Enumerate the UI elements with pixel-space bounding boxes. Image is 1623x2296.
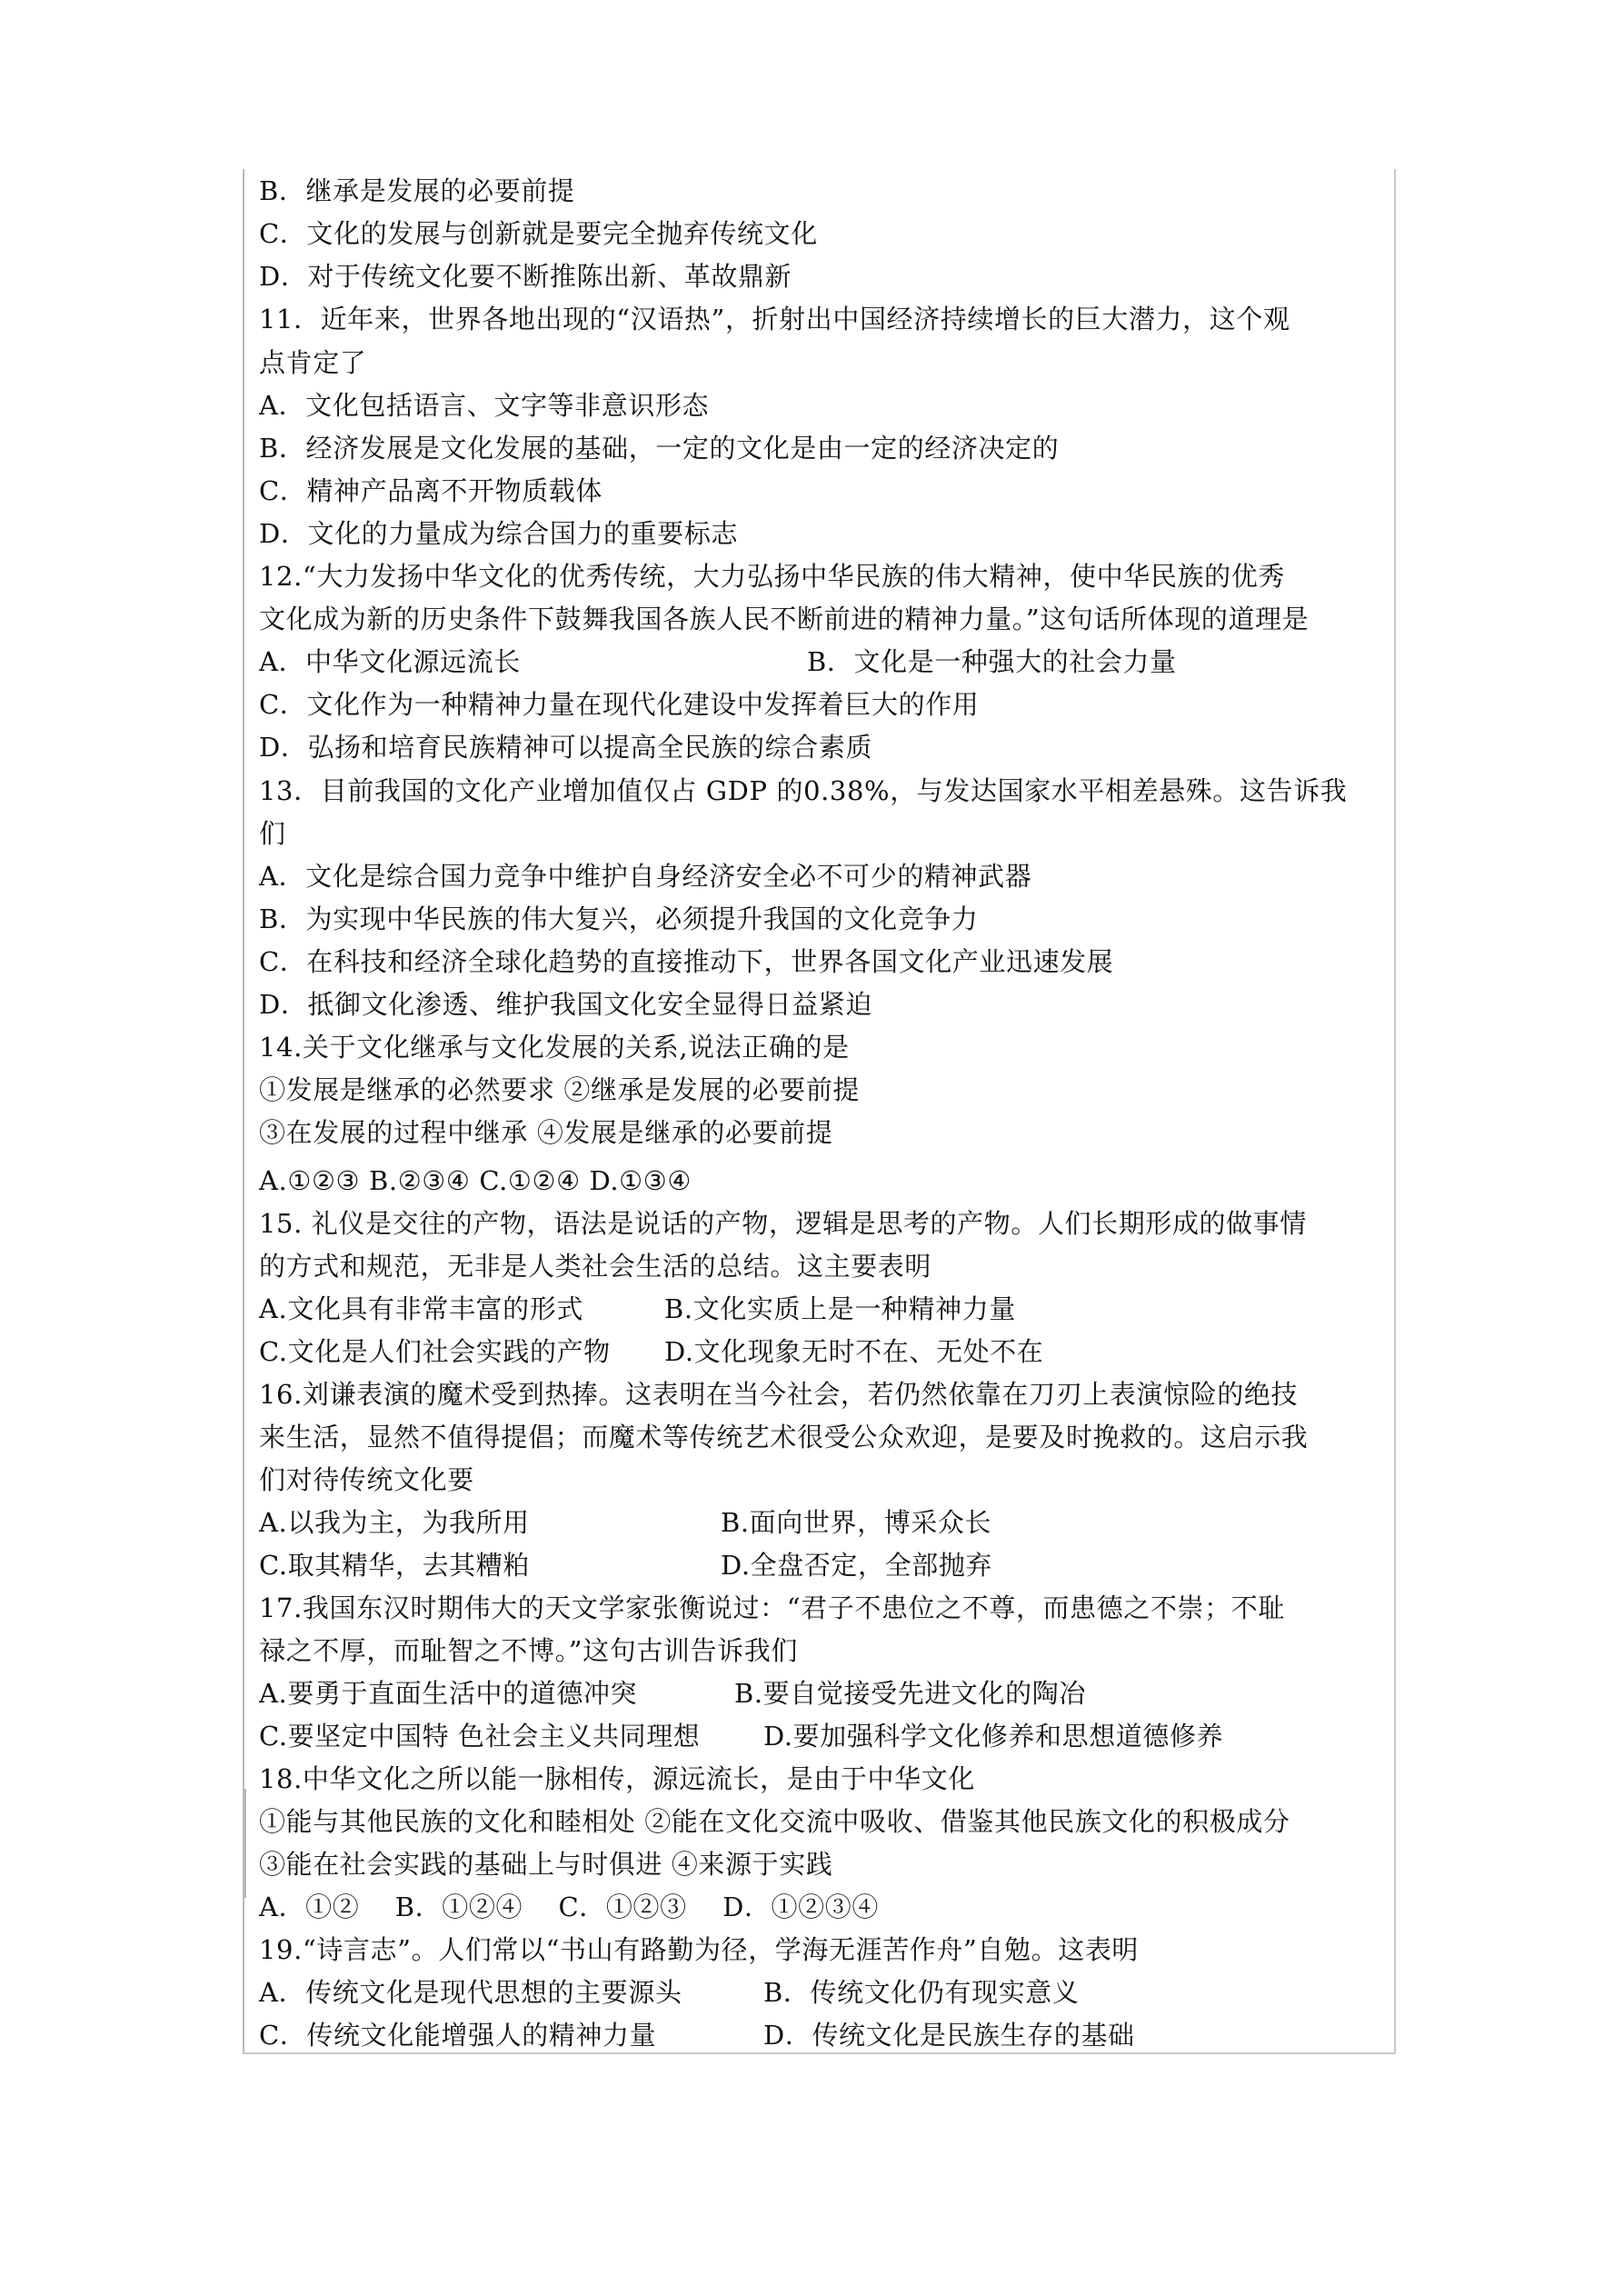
question-15: 15. 礼仪是交往的产物，语法是说话的产物，逻辑是思考的产物。人们长期形成的做事情 [259,1208,1307,1239]
option-line: C．精神产品离不开物质载体 [259,475,602,506]
option-line-col2: D.要加强科学文化修养和思想道德修养 [763,1721,1224,1752]
text-line: 文化成为新的历史条件下鼓舞我国各族人民不断前进的精神力量。”这句话所体现的道理是 [259,604,1309,634]
text-line: 来生活，显然不值得提倡；而魔术等传统艺术很受公众欢迎，是要及时挽救的。这启示我 [259,1422,1309,1452]
option-line-col2: D.文化现象无时不在、无处不在 [664,1336,1044,1367]
option-line-col2: D．传统文化是民族生存的基础 [763,2020,1135,2051]
option-line-col2: B.文化实质上是一种精神力量 [664,1293,1016,1324]
question-13: 13．目前我国的文化产业增加值仅占 GDP 的0.38%，与发达国家水平相差悬殊。这告诉我 [259,775,1348,806]
option-line: A．传统文化是现代思想的主要源头 [259,1977,682,2008]
option-line-col2: B．文化是一种强大的社会力量 [807,646,1177,677]
option-line: B．经济发展是文化发展的基础，一定的文化是由一定的经济决定的 [259,433,1060,464]
text-line: C．文化的发展与创新就是要完全抛弃传统文化 [259,218,818,249]
option-line-col2: B.面向世界，博采众长 [721,1507,992,1538]
option-line: A．文化是综合国力竞争中维护自身经济安全必不可少的精神武器 [259,861,1032,892]
option-line: B．为实现中华民族的伟大复兴，必须提升我国的文化竞争力 [259,903,979,934]
option-line-col2: D.全盘否定，全部抛弃 [721,1550,993,1581]
option-line: C．传统文化能增强人的精神力量 [259,2020,657,2051]
option-line: A.要勇于直面生活中的道德冲突 [259,1678,638,1709]
option-line: D．弘扬和培育民族精神可以提高全民族的综合素质 [259,732,873,763]
option-line: C.要坚定中国特 色社会主义共同理想 [259,1721,701,1752]
question-12: 12.“大力发扬中华文化的优秀传统，大力弘扬中华民族的伟大精神，使中华民族的优秀 [259,561,1285,592]
question-18: 18.中华文化之所以能一脉相传，源远流长，是由于中华文化 [259,1763,975,1794]
text-line: ③在发展的过程中继承 ④发展是继承的必要前提 [259,1117,833,1148]
frame-notch [244,1789,254,1898]
text-line: B．继承是发展的必要前提 [259,175,575,206]
text-line: D．对于传统文化要不断推陈出新、革故鼎新 [259,261,792,292]
text-line: 们 [259,818,286,849]
option-line-col2: B．传统文化仍有现实意义 [763,1977,1080,2008]
option-line: A．中华文化源远流长 [259,646,521,677]
text-line: 禄之不厚，而耻智之不博。”这句古训告诉我们 [259,1635,798,1666]
option-line: A.①②③ B.②③④ C.①②④ D.①③④ [259,1165,692,1196]
option-line: C.文化是人们社会实践的产物 [259,1336,611,1367]
option-line: D．抵御文化渗透、维护我国文化安全显得日益紧迫 [259,989,873,1020]
option-line-col2: B.要自觉接受先进文化的陶冶 [734,1678,1086,1709]
text-line: 的方式和规范，无非是人类社会生活的总结。这主要表明 [259,1251,932,1282]
text-line: ①发展是继承的必然要求 ②继承是发展的必要前提 [259,1074,861,1105]
option-line: A.文化具有非常丰富的形式 [259,1293,583,1324]
option-line: C．文化作为一种精神力量在现代化建设中发挥着巨大的作用 [259,689,980,720]
text-line: ③能在社会实践的基础上与时俱进 ④来源于实践 [259,1849,833,1880]
question-14: 14.关于文化继承与文化发展的关系,说法正确的是 [259,1032,850,1063]
question-19: 19.“诗言志”。人们常以“书山有路勤为径，学海无涯苦作舟”自勉。这表明 [259,1934,1140,1965]
text-line: 点肯定了 [259,347,367,378]
text-line: ①能与其他民族的文化和睦相处 ②能在文化交流中吸收、借鉴其他民族文化的积极成分 [259,1806,1290,1837]
option-line: C.取其精华，去其糟粕 [259,1550,530,1581]
option-line: D．文化的力量成为综合国力的重要标志 [259,518,739,549]
text-line: 们对待传统文化要 [259,1464,474,1495]
option-line: C．在科技和经济全球化趋势的直接推动下，世界各国文化产业迅速发展 [259,946,1114,977]
option-line: A．①② B．①②④ C．①②③ D．①②③④ [259,1892,879,1922]
option-line: A.以我为主，为我所用 [259,1507,530,1538]
option-line: A．文化包括语言、文字等非意识形态 [259,390,710,421]
question-16: 16.刘谦表演的魔术受到热捧。这表明在当今社会，若仍然依靠在刀刃上表演惊险的绝技 [259,1379,1299,1410]
question-11: 11．近年来，世界各地出现的“汉语热”，折射出中国经济持续增长的巨大潜力，这个观 [259,304,1290,334]
question-17: 17.我国东汉时期伟大的天文学家张衡说过：“君子不患位之不尊，而患德之不崇；不耻 [259,1592,1285,1623]
